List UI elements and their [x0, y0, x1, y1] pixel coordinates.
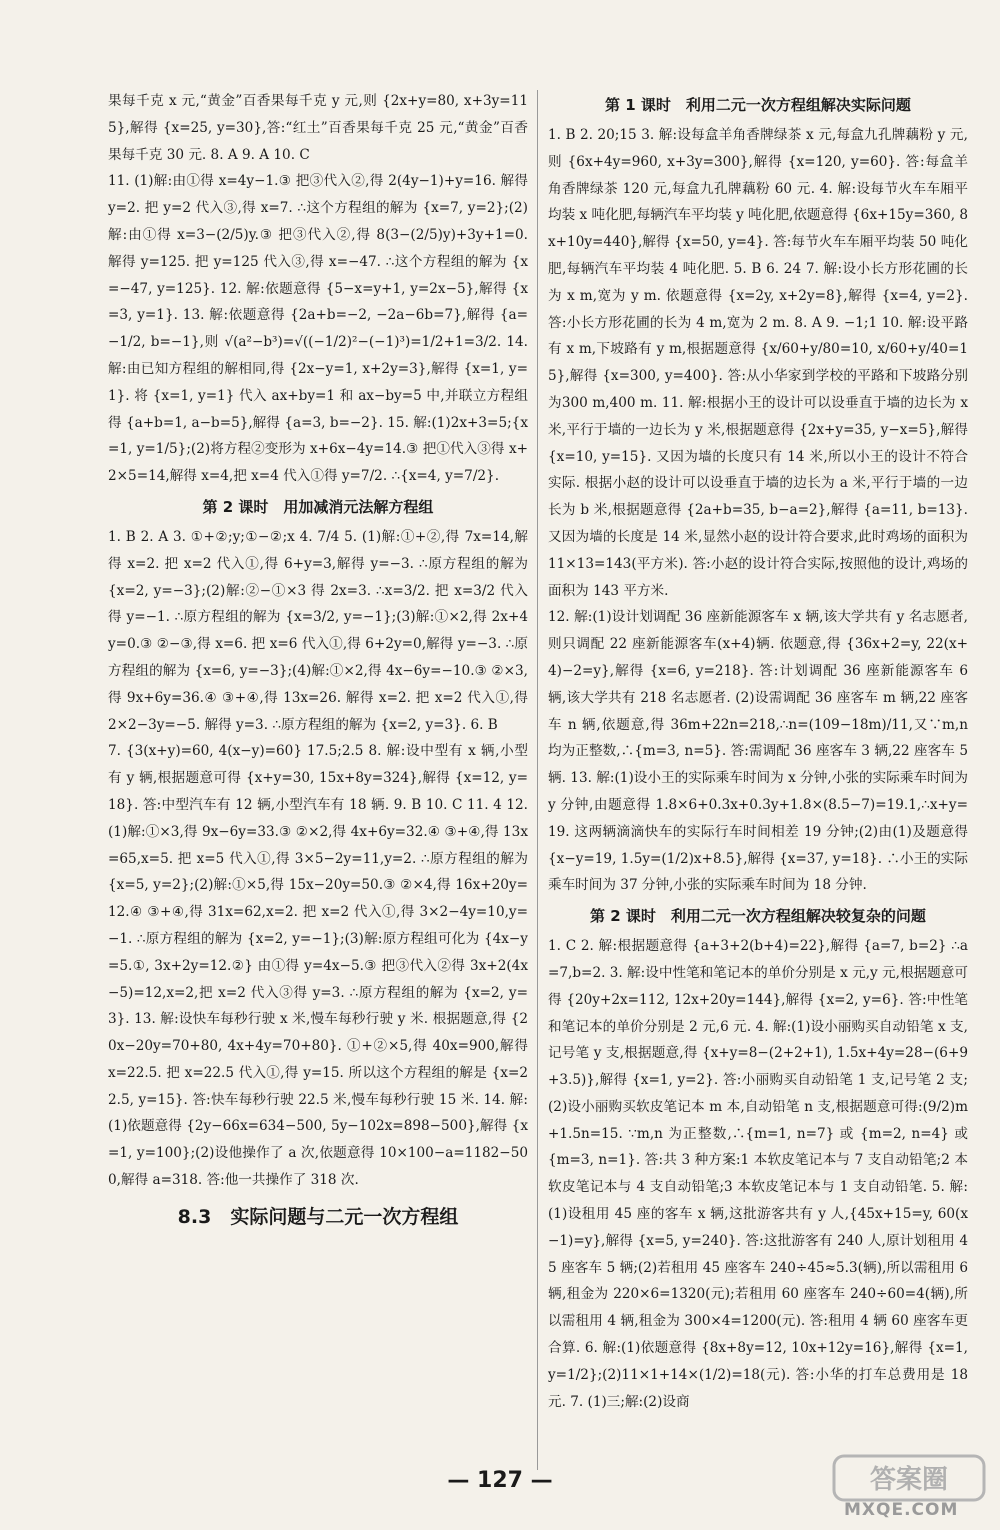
watermark-url: MXQE.COM — [844, 1500, 959, 1520]
left-para-2: 11. (1)解:由①得 x=4y−1.③ 把③代入②,得 2(4y−1)+y=16. 解得 y=2. 把 y=2 代入③,得 x=7. ∴这个方程组的解为 {x=7, y=2};(2)解:由①得 x=3−(2/5)y.③ 把③代入②,得 8(3−(2/5)y)+3y+1=0. 解得 y=125. 把 y=125 代入③,得 x=−47. ∴这个方程组的解为 {x=−47, y=125}. 12. 解:依题意得 {5−x=y+1, y=2x−5},解得 {x=3, y=1}. 13. 解:依题意得 {2a+b=−2, −2a−6b=7},解得 {a=−1/2, b=−1},则 √(a²−b³)=√((−1/2)²−(−1)³)=1/2+1=3/2. 14. 解:由已知方程组的解相同,得 {2x−y=1, x+2y=3},解得 {x=1, y=1}. 将 {x=1, y=1} 代入 ax+by=1 和 ax−by=5 中,并联立方程组得 {a+b=1, a−b=5},解得 {a=3, b=−2}. 15. 解:(1)2x+3=5;{x=1, y=1/5};(2)将方程②变形为 x+6x−4y=14.③ 把①代入③得 x+2×5=14,解得 x=4,把 x=4 代入①得 y=7/2. ∴{x=4, y=7/2}. — [108, 173, 528, 485]
left-para-4: 7. {3(x+y)=60, 4(x−y)=60} 17.5;2.5 8. 解:设中型有 x 辆,小型有 y 辆,根据题意可得 {x+y=30, 15x+8y=324},解得 {x=12, y=18}. 答:中型汽车有 12 辆,小型汽车有 18 辆. 9. B 10. C 11. 4 12. (1)解:①×3,得 9x−6y=33.③ ②×2,得 4x+6y=32.④ ③+④,得 13x=65,x=5. 把 x=5 代入①,得 3×5−2y=11,y=2. ∴原方程组的解为 {x=5, y=2};(2)解:①×5,得 15x−20y=50.③ ②×4,得 16x+20y=12.④ ③+④,得 31x=62,x=2. 把 x=2 代入①,得 3×2−4y=10,y=−1. ∴原方程组的解为 {x=2, y=−1};(3)解:原方程组可化为 {4x−y=5.①, 3x+2y=12.②} 由①得 y=4x−5.③ 把③代入②得 3x+2(4x−5)=12,x=2,把 x=2 代入③得 y=3. ∴原方程组的解为 {x=2, y=3}. 13. 解:设快车每秒行驶 x 米,慢车每秒行驶 y 米. 根据题意,得 {20x−20y=70+80, 4x+4y=70+80}. ①+②×5,得 40x=900,解得 x=22.5. 把 x=22.5 代入①,得 y=15. 所以这个方程组的解是 {x=22.5, y=15}. 答:快车每秒行驶 22.5 米,慢车每秒行驶 15 米. 14. 解:(1)依题意得 {2y−66x=634−500, 5y−102x=898−500},解得 {x=1, y=100};(2)设他操作了 a 次,依题意得 10×100−a=1182−500,解得 a=318. 答:他一共操作了 318 次. — [108, 743, 528, 1189]
section-heading-8-3: 8.3 实际问题与二元一次方程组 — [177, 1205, 459, 1228]
right-para-3: 1. C 2. 解:根据题意得 {a+3+2(b+4)=22},解得 {a=7, b=2} ∴a=7,b=2. 3. 解:设中性笔和笔记本的单价分别是 x 元,y 元,根据题意可得 {20y+2x=112, 12x+20y=144},解得 {x=2, y=6}. 答:中性笔和笔记本的单价分别是 2 元,6 元. 4. 解:(1)设小丽购买自动铅笔 x 支,记号笔 y 支,根据题意,得 {x+y=8−(2+2+1), 1.5x+4y=28−(6+9+3.5)},解得 {x=1, y=2}. 答:小丽购买自动铅笔 1 支,记号笔 2 支;(2)设小丽购买软皮笔记本 m 本,自动铅笔 n 支,根据题意可得:(9/2)m+1.5n=15. ∵m,n 为正整数,∴{m=1, n=7} 或 {m=2, n=4} 或 {m=3, n=1}. 答:共 3 种方案:1 本软皮笔记本与 7 支自动铅笔;2 本软皮笔记本与 4 支自动铅笔;3 本软皮笔记本与 1 支自动铅笔. 5. 解:(1)设租用 45 座的客车 x 辆,这批游客共有 y 人,{45x+15=y, 60(x−1)=y},解得 {x=5, y=240}. 答:这批游客有 240 人,原计划租用 45 座客车 5 辆;(2)若租用 45 座客车 240÷45≈5.3(辆),所以需租用 6 辆,租金为 220×6=1320(元);若租用 60 座客车 240÷60=4(辆),所以需租用 4 辆,租金为 300×4=1200(元). 答:租用 4 辆 60 座客车更合算. 6. 解:(1)依题意得 {8x+8y=12, 10x+12y=16},解得 {x=1, y=1/2};(2)11×1+14×(1/2)=18(元). 答:小华的打车总费用是 18 元. 7. (1)三;解:(2)设商 — [548, 938, 968, 1410]
left-para-1: 果每千克 x 元,“黄金”百香果每千克 y 元,则 {2x+y=80, x+3y=115},解得 {x=25, y=30},答:“红土”百香果每千克 25 元,“黄金”百香果每千克 30 元. 8. A 9. A 10. C — [108, 93, 528, 163]
page-number: — 127 — — [447, 1468, 553, 1493]
watermark-glyphs: 答案圈 — [869, 1465, 949, 1495]
right-column — [548, 88, 968, 1415]
lesson-1-heading-right: 第 1 课时 利用二元一次方程组解决实际问题 — [605, 96, 911, 114]
lesson-2-heading-right: 第 2 课时 利用二元一次方程组解决较复杂的问题 — [590, 907, 926, 926]
left-para-3: 1. B 2. A 3. ①+②;y;①−②;x 4. 7/4 5. (1)解:①+②,得 7x=14,解得 x=2. 把 x=2 代入①,得 6+y=3,解得 y=−3. ∴原方程组的解为 {x=2, y=−3};(2)解:②−①×3 得 2x=3. ∴x=3/2. 把 x=3/2 代入得 y=−1. ∴原方程组的解为 {x=3/2, y=−1};(3)解:①×2,得 2x+4y=0.③ ②−③,得 x=6. 把 x=6 代入①,得 6+2y=0,解得 y=−3. ∴原方程组的解为 {x=6, y=−3};(4)解:①×2,得 4x−6y=−10.③ ②×3,得 9x+6y=36.④ ③+④,得 13x=26. 解得 x=2. 把 x=2 代入①,得 2×2−3y=−5. 解得 y=3. ∴原方程组的解为 {x=2, y=3}. 6. B — [108, 528, 528, 733]
right-para-1: 1. B 2. 20;15 3. 解:设每盒羊角香牌绿茶 x 元,每盒九孔牌藕粉 y 元,则 {6x+4y=960, x+3y=300},解得 {x=120, y=60}. 答:每盒羊角香牌绿茶 120 元,每盒九孔牌藕粉 60 元. 4. 解:设每节火车车厢平均装 x 吨化肥,每辆汽车平均装 y 吨化肥,依题意得 {6x+15y=360, 8x+10y=440},解得 {x=50, y=4}. 答:每节火车车厢平均装 50 吨化肥,每辆汽车平均装 4 吨化肥. 5. B 6. 24 7. 解:设小长方形花圃的长为 x m,宽为 y m. 依题意得 {x=2y, x+2y=8},解得 {x=4, y=2}. 答:小长方形花圃的长为 4 m,宽为 2 m. 8. A 9. −1;1 10. 解:设平路有 x m,下坡路有 y m,根据题意得 {x/60+y/80=10, x/60+y/40=15},解得 {x=300, y=400}. 答:从小华家到学校的平路和下坡路分别为300 m,400 m. 11. 解:根据小王的设计可以设垂直于墙的边长为 x 米,平行于墙的一边长为 y 米,根据题意得 {2x+y=35, y−x=5},解得 {x=10, y=15}. 又因为墙的长度只有 14 米,所以小王的设计不符合实际. 根据小赵的设计可以设垂直于墙的边长为 a 米,平行于墙的一边长为 b 米,根据题意得 {2a+b=35, b−a=2},解得 {a=11, b=13}. 又因为墙的长度是 14 米,显然小赵的设计符合要求,此时鸡场的面积为 11×13=143(平方米). 答:小赵的设计符合实际,按照他的设计,鸡场的面积为 143 平方米. — [548, 127, 968, 599]
lesson-2-heading-left: 第 2 课时 用加减消元法解方程组 — [202, 497, 434, 516]
left-column — [108, 88, 528, 1234]
column-divider — [537, 90, 538, 1470]
right-para-2: 12. 解:(1)设计划调配 36 座新能源客车 x 辆,该大学共有 y 名志愿者,则只调配 22 座新能源客车(x+4)辆. 依题意,得 {36x+2=y, 22(x+4)−2=y},解得 {x=6, y=218}. 答:计划调配 36 座新能源客车 6 辆,该大学共有 218 名志愿者. (2)设需调配 36 座客车 m 辆,22 座客车 n 辆,依题意,得 36m+22n=218,∴n=(109−18m)/11,又∵m,n 均为正整数,∴{m=3, n=5}. 答:需调配 36 座客车 3 辆,22 座客车 5 辆. 13. 解:(1)设小王的实际乘车时间为 x 分钟,小张的实际乘车时间为 y 分钟,由题意得 1.8×6+0.3x+0.3y+1.8×(8.5−7)=19.1,∴x+y=19. 这两辆滴滴快车的实际行车时间相差 19 分钟;(2)由(1)及题意得 {x−y=19, 1.5y=(1/2)x+8.5},解得 {x=37, y=18}. ∴小王的实际乘车时间为 37 分钟,小张的实际乘车时间为 18 分钟. — [548, 609, 968, 894]
